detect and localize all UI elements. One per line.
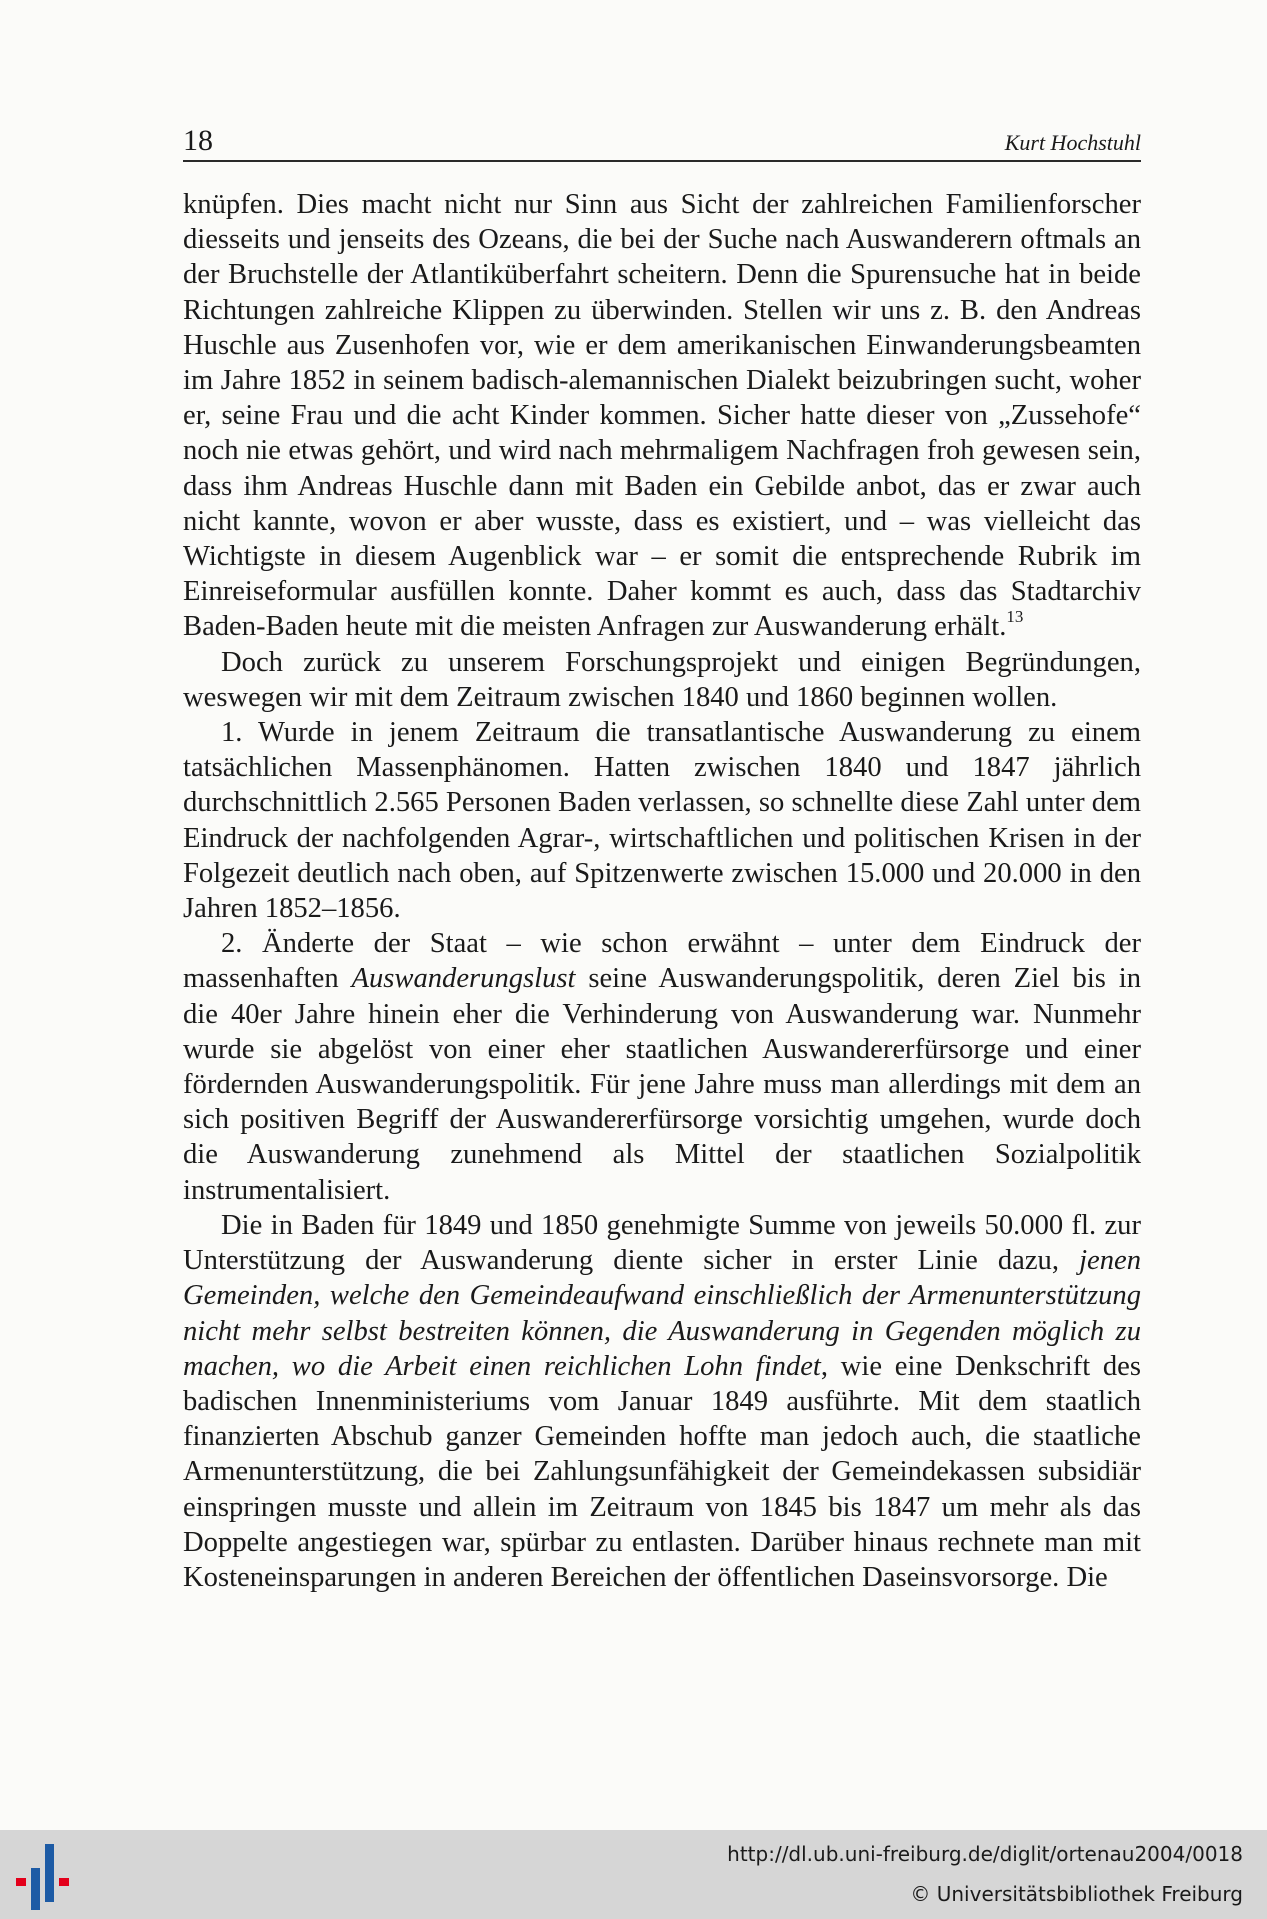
paragraph-4-emphasis: Auswanderungslust [351,963,576,995]
footnote-reference[interactable]: 13 [1006,607,1024,627]
paragraph-1 [183,187,1141,645]
copyright-notice: © Universitätsbibliothek Freiburg [910,1882,1243,1906]
paragraph-3: 1. Wurde in jenem Zeitraum die transatlantische Auswanderung zu einem tatsächlichen Massenphänomen. Hatten zwischen 1840 und 1847 jährlich durchschnittlich 2.565 Personen Baden verlassen, so schnellte diese Zahl unter dem Eindruck der nachfolgenden Agrar-, wirtschaftlichen und politischen Krisen in der Folgezeit deutlich nach oben, auf Spitzenwerte zwischen 15.000 und 20.000 in den Jahren 1852–1856. [183,717,1141,925]
running-head [183,118,1141,162]
paragraph-4-start: 2. Änderte der Staat – wie schon erwähnt – unter dem Eindruck der massenhaften [183,928,1141,995]
paragraph-1-text: knüpfen. Dies macht nicht nur Sinn aus Sicht der zahlreichen Familienforscher diesseits und jenseits des Ozeans, die bei der Suche nach Auswanderern oftmals an der Bruchstelle der Atlantiküberfahrt scheitern. Denn die Spurensuche hat in beide Richtungen zahlreiche Klippen zu überwinden. Stellen wir uns z. B. den Andreas Huschle aus Zusenhofen vor, wie er dem amerikanischen Einwanderungsbeamten im Jahre 1852 in seinem badisch-alemannischen Dialekt beizubringen sucht, woher er, seine Frau und die acht Kinder kommen. Sicher hatte dieser von „Zussehofe“ noch nie etwas gehört, und wird nach mehrmaligem Nachfragen froh gewesen sein, dass ihm Andreas Huschle dann mit Baden ein Gebilde anbot, das er zwar auch nicht kannte, wovon er aber wusste, dass es existiert, und – was vielleicht das Wichtigste in diesem Augenblick war – er somit die entsprechende Rubrik im Einreiseformular ausfüllen konnte. Daher kommt es auch, dass das Stadtarchiv Baden-Baden heute mit die meisten Anfragen zur Auswanderung erhält. [183,189,1141,643]
paragraph-2: Doch zurück zu unserem Forschungsprojekt und einigen Begründungen, weswegen wir mit dem Zeitraum zwischen 1840 und 1860 beginnen wollen. [183,646,1141,713]
ub-freiburg-logo-icon[interactable] [14,1838,84,1912]
paragraph-5-start: Die in Baden für 1849 und 1850 genehmigte Summe von jeweils 50.000 fl. zur Unterstützung der Auswanderung diente sicher in erster Linie dazu, [183,1209,1141,1277]
paragraph-4-end: seine Auswanderungspolitik, deren Ziel bis in die 40er Jahre hinein eher die Verhinderung von Auswanderung war. Nunmehr wurde sie abgelöst von einer eher staatlichen Auswandererfürsorge und einer fördernden Auswanderungspolitik. Für jene Jahre muss man allerdings mit dem an sich positiven Begriff der Auswandererfürsorge vorsichtig umgehen, wurde doch die Auswanderung zunehmend als Mittel der staatlichen Sozialpolitik instrumentalisiert. [183,963,1141,1206]
permalink-url[interactable]: http://dl.ub.uni-freiburg.de/diglit/ortenau2004/0018 [727,1842,1243,1866]
paragraph-5 [183,1208,1141,1595]
paragraph-4 [183,926,1141,1208]
body-text [183,187,1141,1595]
viewer-footer [0,1830,1267,1919]
running-head-author: Kurt Hochstuhl [1004,130,1141,155]
paragraph-5-quote: jenen Gemeinden, welche den Gemeindeaufwand einschließlich der Armenunterstützung nicht mehr selbst bestreiten können, die Auswanderung in Gegenden möglich zu machen, wo die Arbeit einen reichlichen Lohn findet [183,1245,1141,1382]
page-number: 18 [183,124,213,157]
paragraph-5-end: , wie eine Denkschrift des badischen Innenministeriums vom Januar 1849 ausführte. Mit dem staatlich finanzierten Abschub ganzer Gemeinden hoffte man jedoch auch, die staatliche Armenunterstützung, die bei Zahlungsunfähigkeit der Gemeindekassen subsidiär einspringen musste und allein im Zeitraum von 1845 bis 1847 um mehr als das Doppelte angestiegen war, spürbar zu entlasten. Darüber hinaus rechnete man mit Kosteneinsparungen in anderen Bereichen der öffentlichen Daseinsvorsorge. Die [183,1350,1141,1593]
